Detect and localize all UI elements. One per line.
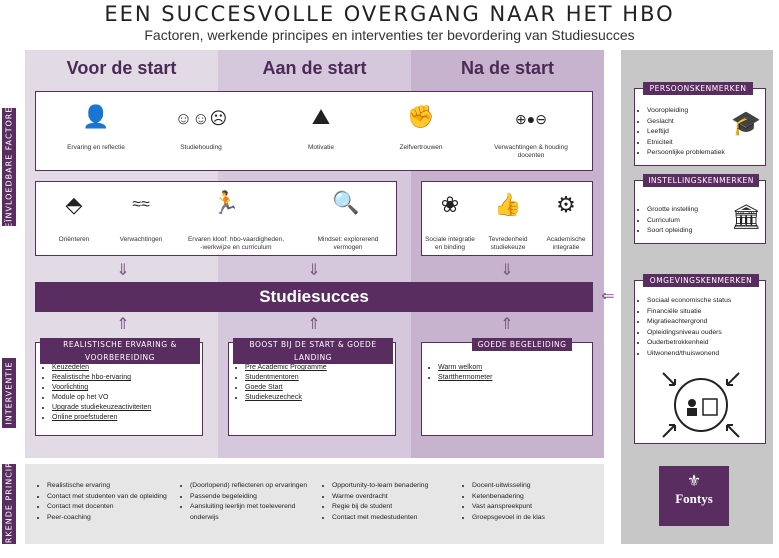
arrow-down-icon: ⇓ — [116, 262, 130, 279]
instellingskenmerken-box — [634, 176, 766, 244]
intervention-box-2 — [228, 342, 396, 436]
factor-label: Academische integratie — [546, 236, 586, 251]
arrow-down-icon: ⇓ — [500, 262, 514, 279]
characteristic-item: • Curriculum — [647, 216, 765, 227]
factors-row-2-right — [421, 181, 593, 256]
principle-item: • (Doorlopend) reflecteren op ervaringen — [190, 481, 316, 492]
characteristic-item: • Soort opleiding — [647, 226, 765, 237]
principle-item: • Aansluiting leerlijn met toeleverend onderwijs — [190, 502, 316, 523]
principle-item: • Ketenbenadering — [472, 492, 598, 503]
fist-icon: ✊ — [407, 104, 435, 129]
principles-col-4 — [458, 481, 598, 523]
page-title: EEN SUCCESVOLLE OVERGANG NAAR HET HBO — [104, 2, 675, 26]
intervention-list — [36, 363, 202, 423]
characteristic-item: • Vooropleiding — [647, 106, 765, 117]
group-icon: ❀ — [440, 192, 460, 217]
side-tab-principes: WERKENDE PRINCIPES — [2, 464, 16, 544]
characteristic-item: • Sociaal economische status — [647, 296, 765, 307]
characteristic-item: • Uitwonend/thuiswonend — [647, 349, 765, 360]
intervention-item[interactable]: • Warm welkom — [438, 363, 592, 373]
principles-col-3 — [318, 481, 458, 523]
characteristic-item: • Grootte instelling — [647, 205, 765, 216]
intervention-item[interactable]: • Realistische hbo-ervaring — [52, 373, 202, 383]
fontys-logo — [659, 466, 729, 526]
thumbs-up-icon: 👍 — [494, 192, 522, 217]
factors-row-2-left — [35, 181, 397, 256]
column-heading-na: Na de start — [460, 58, 555, 78]
principle-item: • Warme overdracht — [332, 492, 458, 503]
column-heading-voor: Voor de start — [66, 58, 177, 78]
logo-emblem-icon: ⚜ — [686, 473, 702, 490]
intervention-item[interactable]: • Pre Academic Programme — [245, 363, 395, 373]
arrow-left-icon: ⇐ — [601, 288, 615, 305]
principle-item: • Realistische ervaring — [47, 481, 173, 492]
principle-item: • Passende begeleiding — [190, 492, 316, 503]
plus-minus-people-icon: ⊕●⊖ — [515, 111, 547, 127]
magnifier-icon: 🔍 — [332, 190, 360, 215]
page-subtitle: Factoren, werkende principes en interventies ter bevordering van Studiesucces — [144, 27, 635, 43]
characteristic-item: • Leeftijd — [647, 127, 765, 138]
principles-col-2 — [176, 481, 316, 523]
characteristic-title: INSTELLINGSKENMERKEN — [643, 174, 759, 187]
factor-label: Ervaring en reflectie — [67, 144, 125, 151]
arrow-up-icon: ⇑ — [116, 316, 130, 333]
intervention-banner: REALISTISCHE ERVARING & VOORBEREIDING — [40, 338, 200, 364]
intervention-item[interactable]: • Studentmentoren — [245, 373, 395, 383]
side-tab-interventie: INTERVENTIE — [2, 358, 16, 428]
studiesucces-bar: Studiesucces — [35, 282, 593, 312]
intervention-item[interactable]: • Upgrade studiekeuzeactiviteiten — [52, 403, 202, 413]
intervention-list — [229, 363, 395, 403]
principle-item: • Contact met studenten van de opleiding — [47, 492, 173, 503]
intervention-box-1 — [35, 342, 203, 436]
factor-label: Verwachtingen & houding docenten — [494, 144, 568, 159]
factor-label: Sociale integratie en binding — [425, 236, 475, 251]
principle-item: • Vast aanspreekpunt — [472, 502, 598, 513]
intervention-item[interactable]: • Studiekeuzecheck — [245, 393, 395, 403]
persoonskenmerken-box — [634, 84, 766, 166]
smileys-icon: ☺☺☹ — [174, 109, 228, 128]
wavy-lines-icon: ≈≈ — [132, 196, 150, 213]
principle-item: • Regie bij de student — [332, 502, 458, 513]
environment-circle-icon — [655, 369, 747, 441]
factors-row-1 — [35, 91, 593, 171]
characteristic-item: • Geslacht — [647, 117, 765, 128]
arrow-up-icon: ⇑ — [500, 316, 514, 333]
principle-item: • Docent-uitwisseling — [472, 481, 598, 492]
intervention-banner: GOEDE BEGELEIDING — [472, 338, 572, 351]
intervention-item[interactable]: • Goede Start — [245, 383, 395, 393]
graduate-icon: 🎓 — [731, 110, 761, 137]
intervention-banner: BOOST BIJ DE START & GOEDE LANDING — [233, 338, 393, 364]
arrow-down-icon: ⇓ — [307, 262, 321, 279]
factor-label: Mindset: explorerend vermogen — [317, 236, 379, 251]
gap-jump-icon: 🏃 — [212, 190, 240, 215]
intervention-item[interactable]: • Startthermometer — [438, 373, 592, 383]
person-reflection-icon: 👤 — [82, 104, 110, 129]
side-tab-factoren: BEÏNVLOEDBARE FACTOREN — [2, 108, 16, 226]
arrow-up-icon: ⇑ — [307, 316, 321, 333]
characteristic-item: • Opleidingsniveau ouders — [647, 328, 765, 339]
factor-label: Verwachtingen — [119, 236, 163, 243]
mountain-climb-icon: ⛰ — [311, 104, 331, 129]
factor-label: Tevredenheid studiekeuze — [488, 236, 528, 251]
principles-col-1 — [33, 481, 173, 523]
characteristic-title: PERSOONSKENMERKEN — [643, 82, 753, 95]
factor-label: Studiehouding — [180, 144, 222, 151]
intervention-item[interactable]: • Keuzedelen — [52, 363, 202, 373]
characteristic-item: • Financiële situatie — [647, 307, 765, 318]
factor-label: Oriënteren — [58, 236, 90, 243]
column-heading-aan: Aan de start — [262, 58, 367, 78]
intervention-item: • Module op het VO — [52, 393, 202, 403]
intervention-list — [422, 363, 592, 383]
logo-text: Fontys — [675, 491, 713, 506]
factor-label: Zelfvertrouwen — [399, 144, 443, 151]
intervention-item[interactable]: • Online proefstuderen — [52, 413, 202, 423]
principle-item: • Contact met docenten — [47, 502, 173, 513]
principle-item: • Opportunity-to-learn benadering — [332, 481, 458, 492]
building-icon: 🏛 — [731, 204, 762, 231]
factor-label: Motivatie — [307, 144, 334, 151]
characteristic-item: • Ouderbetrokkenheid — [647, 338, 765, 349]
signpost-icon: ⬘ — [65, 192, 83, 217]
characteristic-item: • Migratieachtergrond — [647, 317, 765, 328]
omgevingskenmerken-box — [634, 276, 766, 444]
gears-icon: ⚙ — [556, 192, 576, 217]
characteristic-title: OMGEVINGSKENMERKEN — [643, 274, 759, 287]
factor-label: Ervaren kloof: hbo-vaardigheden, -werkwijze en curriculum — [187, 236, 285, 251]
intervention-box-3 — [421, 342, 593, 436]
principle-item: • Peer-coaching — [47, 513, 173, 524]
intervention-item[interactable]: • Voorlichting — [52, 383, 202, 393]
characteristic-item: • Persoonlijke problematiek — [647, 148, 765, 159]
characteristic-item: • Etniciteit — [647, 138, 765, 149]
principle-item: • Contact met medestudenten — [332, 513, 458, 524]
principle-item: • Groepsgevoel in de klas — [472, 513, 598, 524]
